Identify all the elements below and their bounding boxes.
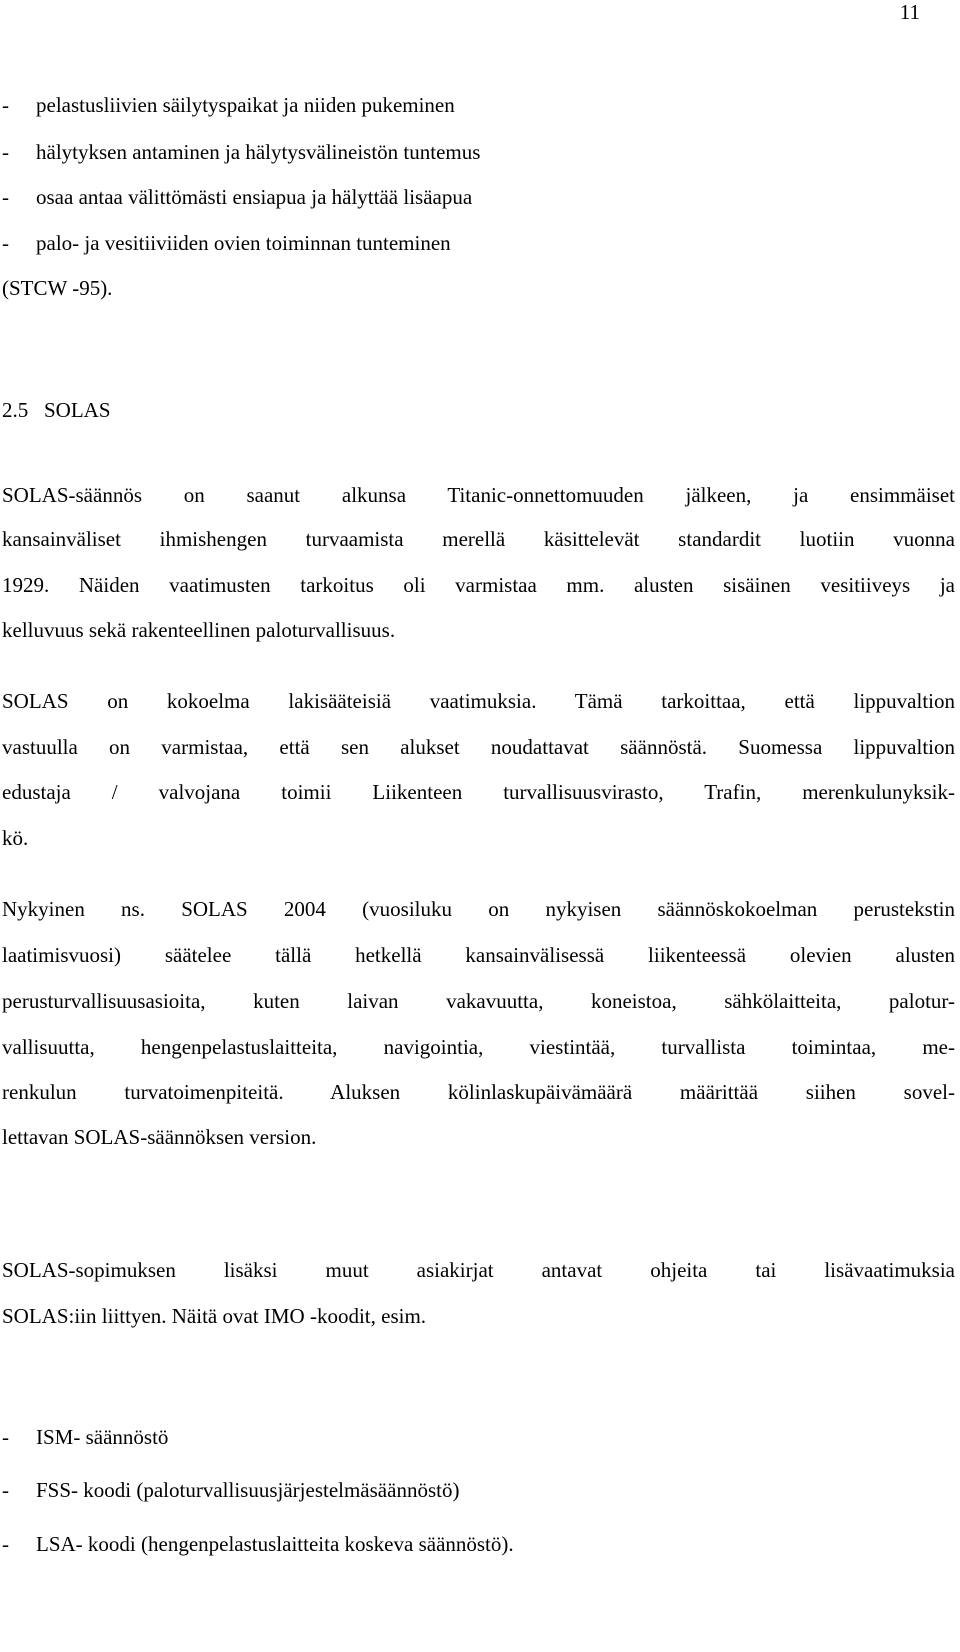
dash-bullet: - [2,231,9,255]
list-item [2,1424,168,1450]
paragraph-3-line: perusturvallisuusasioita, kuten laivan vakavuutta, koneistoa, sähkölaitteita, palotur- [2,989,955,1013]
dash-bullet: - [2,1478,9,1502]
list-item [2,1477,459,1503]
paragraph-2-line: SOLAS on kokoelma lakisääteisiä vaatimuksia. Tämä tarkoittaa, että lippuvaltion [2,689,955,713]
list-item-text: FSS- koodi (paloturvallisuusjärjestelmäsäännöstö) [36,1478,460,1502]
list-item-text: hälytyksen antaminen ja hälytysvälineistön tuntemus [36,140,481,164]
paragraph-2-line: edustaja / valvojana toimii Liikenteen turvallisuusvirasto, Trafin, merenkulunyksik- [2,780,955,804]
section-heading [2,397,111,423]
dash-bullet: - [2,1532,9,1556]
list-item [2,184,472,210]
paragraph-3-line: Nykyinen ns. SOLAS 2004 (vuosiluku on nykyisen säännöskokoelman perustekstin [2,897,955,921]
list-item [2,92,455,118]
page-number: 11 [899,0,920,24]
paragraph-1-line: kansainväliset ihmishengen turvaamista merellä käsittelevät standardit luotiin vuonna [2,527,955,551]
dash-bullet: - [2,185,9,209]
list-item-text: ISM- säännöstö [36,1425,169,1449]
list-item-text: LSA- koodi (hengenpelastuslaitteita koskeva säännöstö). [36,1532,514,1556]
list-item [2,230,451,256]
intro-source: (STCW -95). [2,276,113,300]
paragraph-1-line: kelluvuus sekä rakenteellinen paloturvallisuus. [2,618,396,642]
dash-bullet: - [2,140,9,164]
section-title: SOLAS [44,398,111,422]
paragraph-4-line: SOLAS:iin liittyen. Näitä ovat IMO -koodit, esim. [2,1304,427,1328]
list-item-text: osaa antaa välittömästi ensiapua ja hälyttää lisäapua [36,185,473,209]
paragraph-3-line: vallisuutta, hengenpelastuslaitteita, navigointia, viestintää, turvallista toimintaa, me- [2,1035,955,1059]
paragraph-1-line: SOLAS-säännös on saanut alkunsa Titanic-onnettomuuden jälkeen, ja ensimmäiset [2,483,955,507]
list-item-text: palo- ja vesitiiviiden ovien toiminnan tunteminen [36,231,451,255]
paragraph-1-line: 1929. Näiden vaatimusten tarkoitus oli varmistaa mm. alusten sisäinen vesitiiveys ja [2,573,955,597]
paragraph-3-line: laatimisvuosi) säätelee tällä hetkellä kansainvälisessä liikenteessä olevien alusten [2,943,955,967]
paragraph-3-line: lettavan SOLAS-säännöksen version. [2,1125,317,1149]
paragraph-2-line: kö. [2,826,29,850]
paragraph-3-line: renkulun turvatoimenpiteitä. Aluksen kölinlaskupäivämäärä määrittää siihen sovel- [2,1080,955,1104]
paragraph-2-line: vastuulla on varmistaa, että sen alukset noudattavat säännöstä. Suomessa lippuvaltion [2,735,955,759]
list-item [2,139,480,165]
paragraph-4-line: SOLAS-sopimuksen lisäksi muut asiakirjat antavat ohjeita tai lisävaatimuksia [2,1258,955,1282]
list-item [2,1531,514,1557]
list-item-text: pelastusliivien säilytyspaikat ja niiden pukeminen [36,93,455,117]
dash-bullet: - [2,93,9,117]
section-number: 2.5 [2,398,29,422]
dash-bullet: - [2,1425,9,1449]
